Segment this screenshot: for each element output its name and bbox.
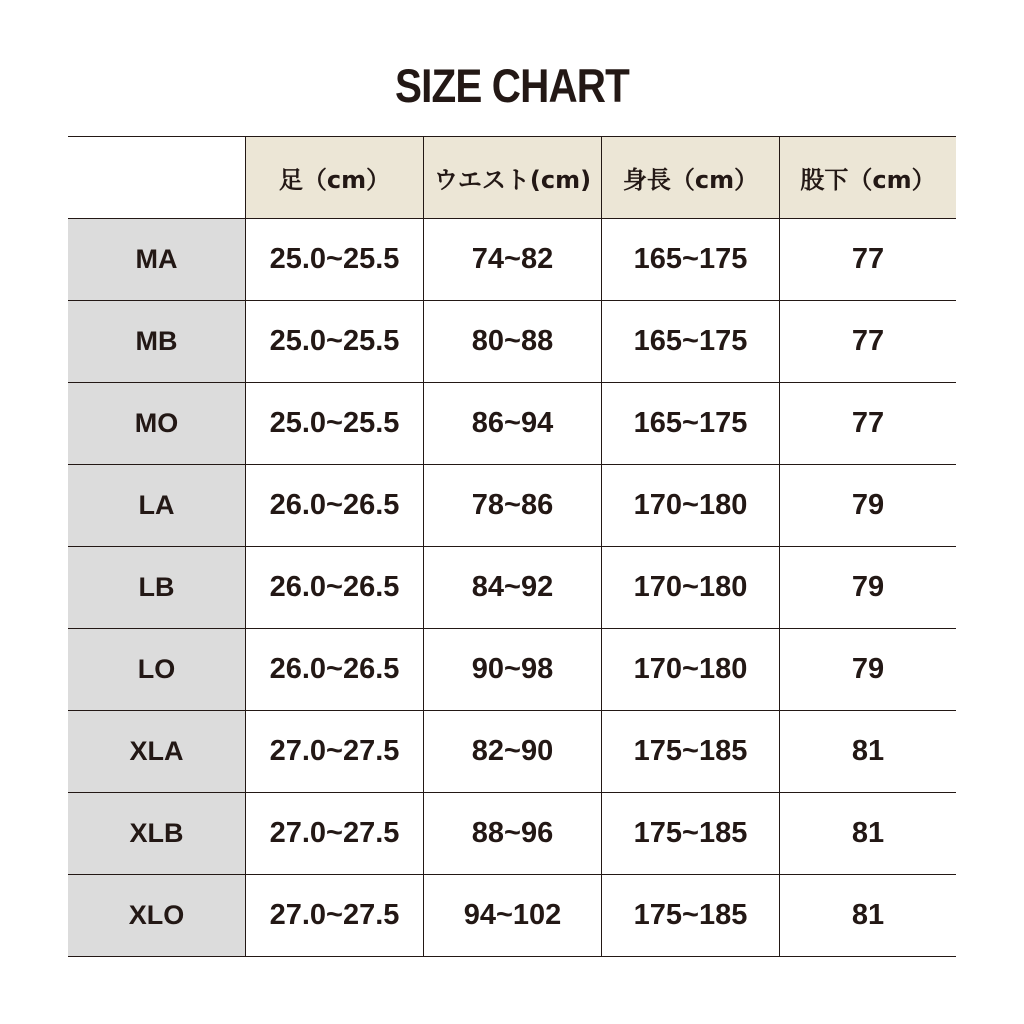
foot-cell: 25.0~25.5: [245, 301, 423, 382]
table-header-row: [68, 137, 956, 219]
size-cell: XLO: [68, 875, 245, 956]
foot-cell: 26.0~26.5: [245, 465, 423, 546]
waist-cell: 82~90: [423, 711, 601, 792]
table-row: [68, 547, 956, 629]
size-cell: LB: [68, 547, 245, 628]
waist-cell: 78~86: [423, 465, 601, 546]
height-cell: 165~175: [601, 301, 779, 382]
inseam-cell: 79: [779, 465, 956, 546]
inseam-cell: 79: [779, 547, 956, 628]
table-row: [68, 219, 956, 301]
inseam-cell: 81: [779, 875, 956, 956]
foot-cell: 25.0~25.5: [245, 219, 423, 300]
waist-cell: 90~98: [423, 629, 601, 710]
height-cell: 175~185: [601, 793, 779, 874]
height-cell: 175~185: [601, 711, 779, 792]
table-row: [68, 711, 956, 793]
foot-cell: 26.0~26.5: [245, 629, 423, 710]
header-cell-height: 身長（cm）: [601, 137, 779, 218]
inseam-cell: 77: [779, 383, 956, 464]
waist-cell: 80~88: [423, 301, 601, 382]
size-cell: MO: [68, 383, 245, 464]
inseam-cell: 77: [779, 219, 956, 300]
waist-cell: 86~94: [423, 383, 601, 464]
foot-cell: 27.0~27.5: [245, 711, 423, 792]
table-row: [68, 793, 956, 875]
table-row: [68, 875, 956, 957]
waist-cell: 94~102: [423, 875, 601, 956]
waist-cell: 88~96: [423, 793, 601, 874]
height-cell: 170~180: [601, 465, 779, 546]
inseam-cell: 81: [779, 793, 956, 874]
height-cell: 165~175: [601, 383, 779, 464]
height-cell: 170~180: [601, 547, 779, 628]
header-cell-waist: ウエスト(cm): [423, 137, 601, 218]
inseam-cell: 77: [779, 301, 956, 382]
waist-cell: 74~82: [423, 219, 601, 300]
header-cell-empty: [68, 137, 245, 218]
foot-cell: 27.0~27.5: [245, 793, 423, 874]
waist-cell: 84~92: [423, 547, 601, 628]
size-chart-table: [68, 136, 956, 957]
height-cell: 175~185: [601, 875, 779, 956]
header-cell-foot: 足（cm）: [245, 137, 423, 218]
inseam-cell: 81: [779, 711, 956, 792]
size-cell: MA: [68, 219, 245, 300]
table-row: [68, 465, 956, 547]
header-cell-inseam: 股下（cm）: [779, 137, 956, 218]
page-title: SIZE CHART: [395, 59, 629, 112]
size-cell: LA: [68, 465, 245, 546]
foot-cell: 25.0~25.5: [245, 383, 423, 464]
foot-cell: 27.0~27.5: [245, 875, 423, 956]
height-cell: 165~175: [601, 219, 779, 300]
foot-cell: 26.0~26.5: [245, 547, 423, 628]
size-cell: LO: [68, 629, 245, 710]
size-cell: XLA: [68, 711, 245, 792]
size-cell: MB: [68, 301, 245, 382]
size-cell: XLB: [68, 793, 245, 874]
inseam-cell: 79: [779, 629, 956, 710]
table-row: [68, 629, 956, 711]
table-row: [68, 383, 956, 465]
height-cell: 170~180: [601, 629, 779, 710]
table-row: [68, 301, 956, 383]
